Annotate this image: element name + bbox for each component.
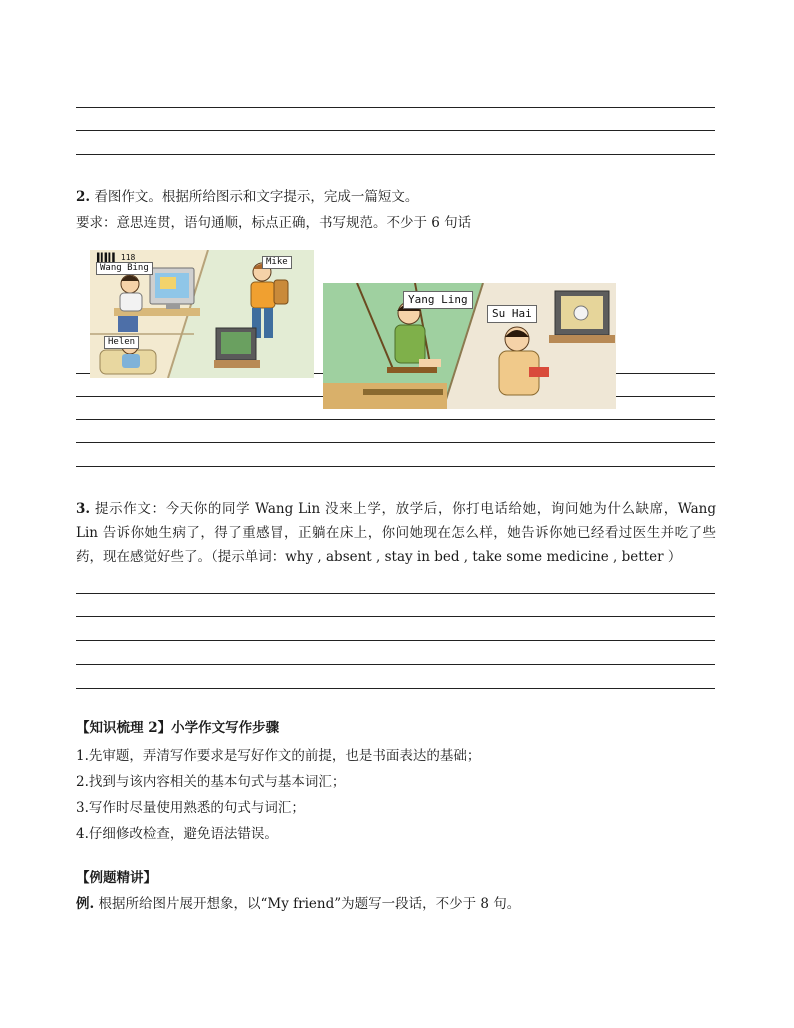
q2-title — [76, 188, 418, 206]
writing-line — [76, 154, 715, 155]
step-2: 2.找到与该内容相关的基本句式与基本词汇； — [76, 774, 346, 790]
example-prompt — [76, 895, 520, 913]
writing-line — [76, 466, 715, 467]
name-tag-wang-bing: Wang Bing — [96, 262, 153, 275]
name-tag-yang-ling: Yang Ling — [403, 291, 473, 309]
name-tag-mike: Mike — [262, 256, 292, 269]
q3-number: 3. — [76, 501, 91, 517]
step-3: 3.写作时尽量使用熟悉的句式与词汇； — [76, 800, 305, 816]
q3-text: 提示作文：今天你的同学 Wang Lin 没来上学，放学后，你打电话给她，询问她为什么缺席，Wang Lin 告诉你她生病了，得了重感冒，正躺在床上，你问她现在怎么样，她告诉你她已经看过医生并吃了些药，现在感觉好些了。（提示单词：why , absent , stay in bed , take some medicine , better ） — [76, 501, 716, 565]
writing-line — [76, 640, 715, 641]
writing-line — [76, 130, 715, 131]
example-heading: 【例题精讲】 — [76, 870, 157, 886]
writing-line — [76, 593, 715, 594]
name-tag-helen: Helen — [104, 336, 139, 349]
section2-heading: 【知识梳理 2】小学作文写作步骤 — [76, 720, 280, 736]
barcode-icon: ▌▍▌▍▌ — [97, 253, 117, 262]
step-4: 4.仔细修改检查，避免语法错误。 — [76, 826, 278, 842]
writing-line — [76, 107, 715, 108]
writing-line — [76, 688, 715, 689]
example-label: 例. — [76, 896, 95, 912]
writing-line — [76, 664, 715, 665]
step-1: 1.先审题，弄清写作要求是写好作文的前提，也是书面表达的基础； — [76, 748, 481, 764]
q3-prompt — [76, 497, 716, 569]
writing-line — [76, 616, 715, 617]
q2-requirement: 要求：意思连贯，语句通顺，标点正确，书写规范。不少于 6 句话 — [76, 215, 472, 231]
q2-title-text: 看图作文。根据所给图示和文字提示，完成一篇短文。 — [94, 189, 419, 205]
example-text: 根据所给图片展开想象，以“My friend”为题写一段话，不少于 8 句。 — [98, 896, 521, 912]
q2-number: 2. — [76, 189, 91, 205]
name-tag-su-hai: Su Hai — [487, 305, 537, 323]
picture-swing-scene — [323, 283, 616, 409]
badge-number: 118 — [120, 253, 136, 262]
writing-line — [76, 419, 715, 420]
writing-line — [76, 442, 715, 443]
picture-computer-scene — [90, 250, 314, 378]
